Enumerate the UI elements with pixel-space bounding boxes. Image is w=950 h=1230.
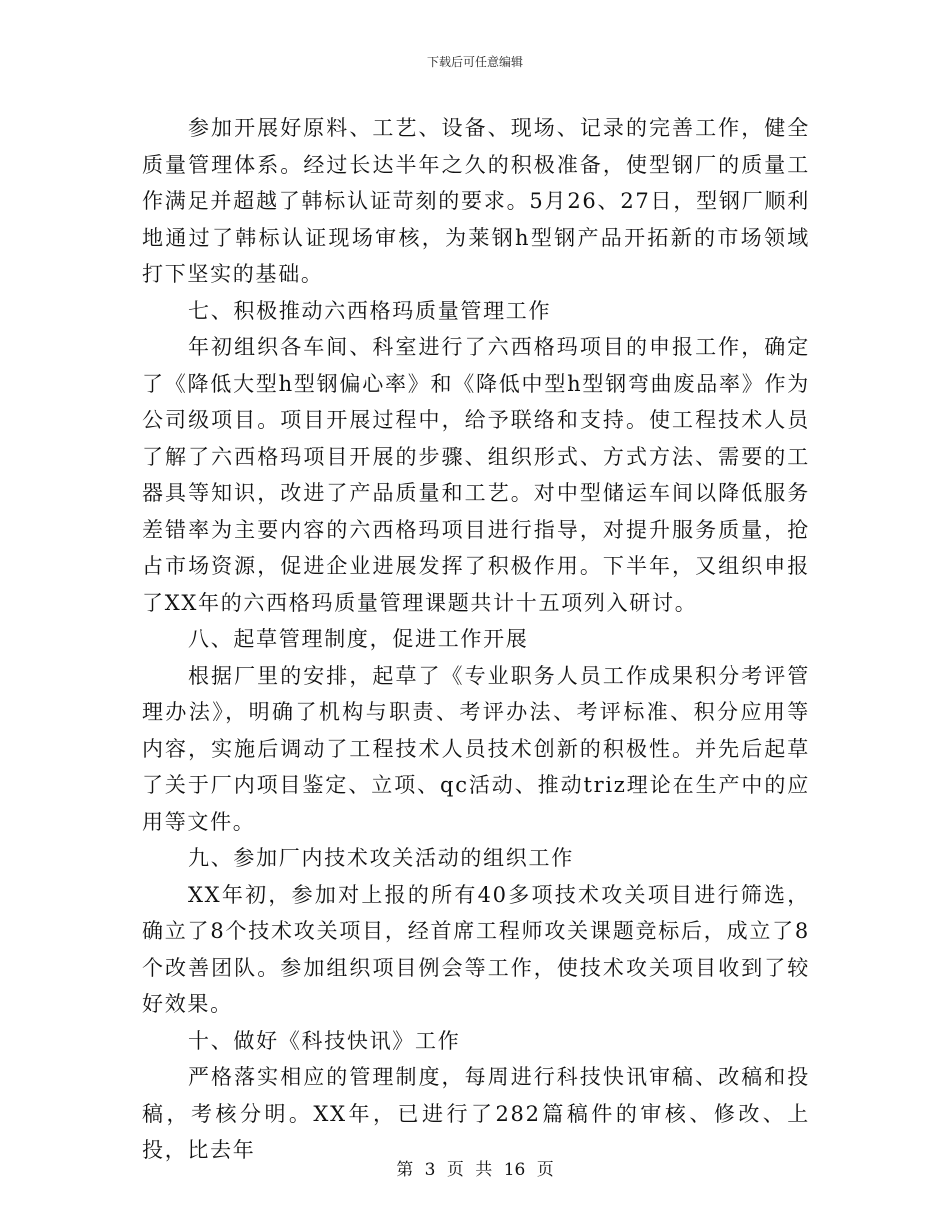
page-header-note: 下载后可任意编辑 [426,55,523,69]
paragraph: 参加开展好原料、工艺、设备、现场、记录的完善工作，健全质量管理体系。经过长达半年之久的积极准备，使型钢厂的质量工作满足并超越了韩标认证苛刻的要求。5月26、27日，型钢厂顺利地通过了韩标认证现场审核，为莱钢h型钢产品开拓新的市场领域打下坚实的基础。 [142,116,810,286]
document-body [142,110,810,1169]
page-number-footer: 第 3 页 共 16 页 [396,1160,554,1180]
paragraph: 严格落实相应的管理制度，每周进行科技快讯审稿、改稿和投稿，考核分明。XX年，已进行了282篇稿件的审核、修改、上投，比去年 [142,1065,810,1162]
section-heading: 八、起草管理制度，促进工作开展 [188,627,529,651]
section-heading: 九、参加厂内技术攻关活动的组织工作 [188,846,574,870]
section-heading: 七、积极推动六西格玛质量管理工作 [188,298,552,323]
paragraph: 年初组织各车间、科室进行了六西格玛项目的申报工作，确定了《降低大型h型钢偏心率》和《降低中型h型钢弯曲废品率》作为公司级项目。项目开展过程中，给予联络和支持。使工程技术人员了解了六西格玛项目开展的步骤、组织形式、方式方法、需要的工器具等知识，改进了产品质量和工艺。对中型储运车间以降低服务差错率为主要内容的六西格玛项目进行指导，对提升服务质量，抢占市场资源，促进企业进展发挥了积极作用。下半年，又组织申报了XX年的六西格玛质量管理课题共计十五项列入研讨。 [142,335,810,615]
paragraph: 根据厂里的安排，起草了《专业职务人员工作成果积分考评管理办法》，明确了机构与职责、考评办法、考评标准、积分应用等内容，实施后调动了工程技术人员技术创新的积极性。并先后起草了关于厂内项目鉴定、立项、qc活动、推动triz理论在生产中的应用等文件。 [142,663,810,834]
section-heading: 十、做好《科技快讯》工作 [188,1028,461,1053]
paragraph: XX年初，参加对上报的所有40多项技术攻关项目进行筛选，确立了8个技术攻关项目，经首席工程师攻关课题竞标后，成立了8个改善团队。参加组织项目例会等工作，使技术攻关项目收到了较好效果。 [142,882,810,1016]
